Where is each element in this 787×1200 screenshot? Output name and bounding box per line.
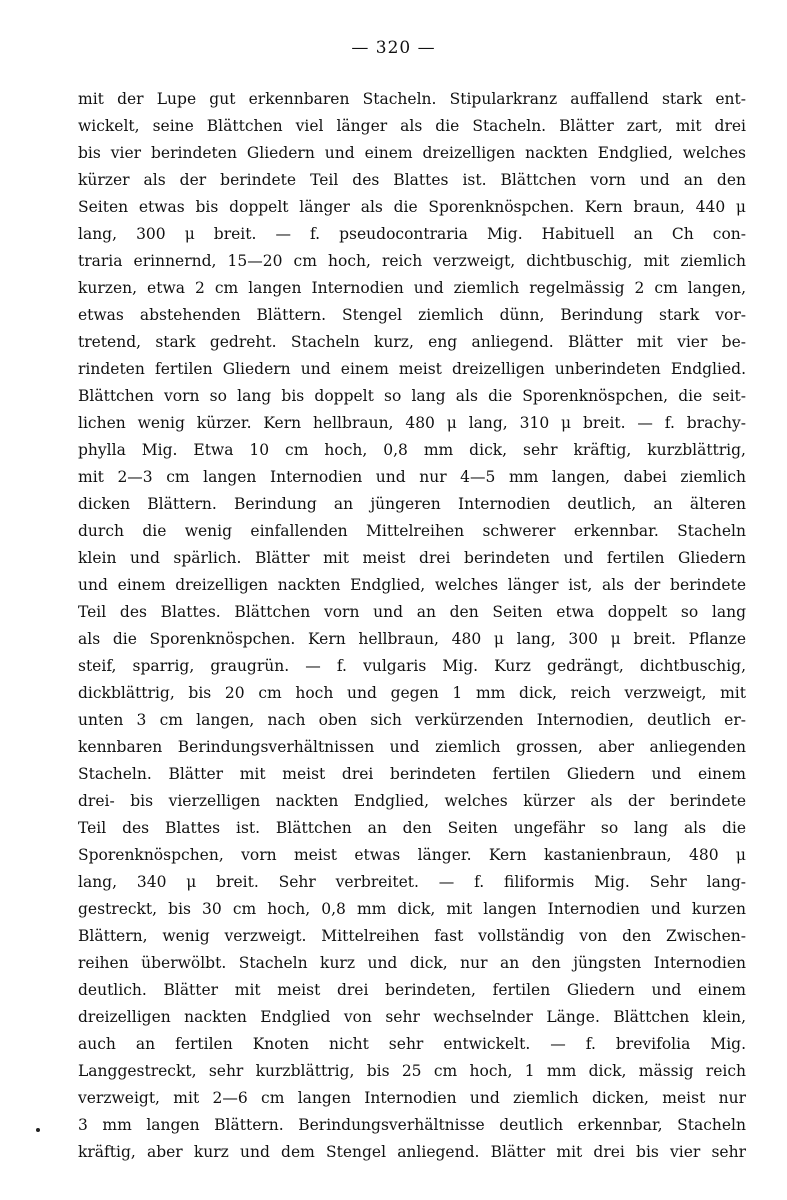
text-line: auch an fertilen Knoten nicht sehr entwickelt. — f. brevifolia Mig.	[78, 1035, 746, 1053]
text-line: bis vier berindeten Gliedern und einem dreizelligen nackten Endglied, welches	[78, 144, 746, 162]
text-line: wickelt, seine Blättchen viel länger als die Stacheln. Blätter zart, mit drei	[78, 117, 746, 135]
text-line: verzweigt, mit 2—6 cm langen Internodien und ziemlich dicken, meist nur	[78, 1089, 746, 1107]
text-line: kennbaren Berindungsverhältnissen und ziemlich grossen, aber anliegenden	[78, 738, 746, 756]
text-line: phylla Mig. Etwa 10 cm hoch, 0,8 mm dick, sehr kräftig, kurzblättrig,	[78, 441, 746, 459]
text-line: Seiten etwas bis doppelt länger als die Sporenknöspchen. Kern braun, 440 μ	[78, 198, 746, 216]
text-line: und einem dreizelligen nackten Endglied, welches länger ist, als der berindete	[78, 576, 746, 594]
text-line: lichen wenig kürzer. Kern hellbraun, 480 μ lang, 310 μ breit. — f. brachy-	[78, 414, 746, 432]
text-line: deutlich. Blätter mit meist drei berindeten, fertilen Gliedern und einem	[78, 981, 746, 999]
text-line: Teil des Blattes. Blättchen vorn und an den Seiten etwa doppelt so lang	[78, 603, 746, 621]
text-line: Teil des Blattes ist. Blättchen an den Seiten ungefähr so lang als die	[78, 819, 746, 837]
text-line: gestreckt, bis 30 cm hoch, 0,8 mm dick, mit langen Internodien und kurzen	[78, 900, 746, 918]
text-line: kräftig, aber kurz und dem Stengel anliegend. Blätter mit drei bis vier sehr	[78, 1143, 746, 1161]
text-line: tretend, stark gedreht. Stacheln kurz, eng anliegend. Blätter mit vier be-	[78, 333, 746, 351]
text-line: kürzer als der berindete Teil des Blattes ist. Blättchen vorn und an den	[78, 171, 746, 189]
text-line: dreizelligen nackten Endglied von sehr wechselnder Länge. Blättchen klein,	[78, 1008, 746, 1026]
text-line: Sporenknöspchen, vorn meist etwas länger. Kern kastanienbraun, 480 μ	[78, 846, 746, 864]
text-line: dicken Blättern. Berindung an jüngeren Internodien deutlich, an älteren	[78, 495, 746, 513]
text-line: drei- bis vierzelligen nackten Endglied, welches kürzer als der berindete	[78, 792, 746, 810]
text-line: kurzen, etwa 2 cm langen Internodien und ziemlich regelmässig 2 cm langen,	[78, 279, 746, 297]
text-line: Blättern, wenig verzweigt. Mittelreihen fast vollständig von den Zwischen-	[78, 927, 746, 945]
page-number: — 320 —	[351, 38, 436, 58]
text-line: 3 mm langen Blättern. Berindungsverhältnisse deutlich erkennbar, Stacheln	[78, 1116, 746, 1134]
text-line: klein und spärlich. Blätter mit meist drei berindeten und fertilen Gliedern	[78, 549, 746, 567]
text-line: dickblättrig, bis 20 cm hoch und gegen 1 mm dick, reich verzweigt, mit	[78, 684, 746, 702]
text-line: reihen überwölbt. Stacheln kurz und dick, nur an den jüngsten Internodien	[78, 954, 746, 972]
text-line: Blättchen vorn so lang bis doppelt so lang als die Sporenknöspchen, die seit-	[78, 387, 746, 405]
text-line: unten 3 cm langen, nach oben sich verkürzenden Internodien, deutlich er-	[78, 711, 746, 729]
text-line: traria erinnernd, 15—20 cm hoch, reich verzweigt, dichtbuschig, mit ziemlich	[78, 252, 746, 270]
text-line: lang, 300 μ breit. — f. pseudocontraria Mig. Habituell an Ch con-	[78, 225, 746, 243]
text-line: rindeten fertilen Gliedern und einem meist dreizelligen unberindeten Endglied.	[78, 360, 746, 378]
text-line: etwas abstehenden Blättern. Stengel ziemlich dünn, Berindung stark vor-	[78, 306, 746, 324]
text-line: mit 2—3 cm langen Internodien und nur 4—5 mm langen, dabei ziemlich	[78, 468, 746, 486]
text-line: steif, sparrig, graugrün. — f. vulgaris Mig. Kurz gedrängt, dichtbuschig,	[78, 657, 746, 675]
text-line: lang, 340 μ breit. Sehr verbreitet. — f. filiformis Mig. Sehr lang-	[78, 873, 746, 891]
text-line: Stacheln. Blätter mit meist drei berindeten fertilen Gliedern und einem	[78, 765, 746, 783]
body-text	[78, 86, 746, 1166]
ink-speck-icon	[36, 1128, 40, 1132]
text-line: Langgestreckt, sehr kurzblättrig, bis 25 cm hoch, 1 mm dick, mässig reich	[78, 1062, 746, 1080]
text-line: durch die wenig einfallenden Mittelreihen schwerer erkennbar. Stacheln	[78, 522, 746, 540]
text-line: mit der Lupe gut erkennbaren Stacheln. Stipularkranz auffallend stark ent-	[78, 90, 746, 108]
text-line: als die Sporenknöspchen. Kern hellbraun, 480 μ lang, 300 μ breit. Pflanze	[78, 630, 746, 648]
